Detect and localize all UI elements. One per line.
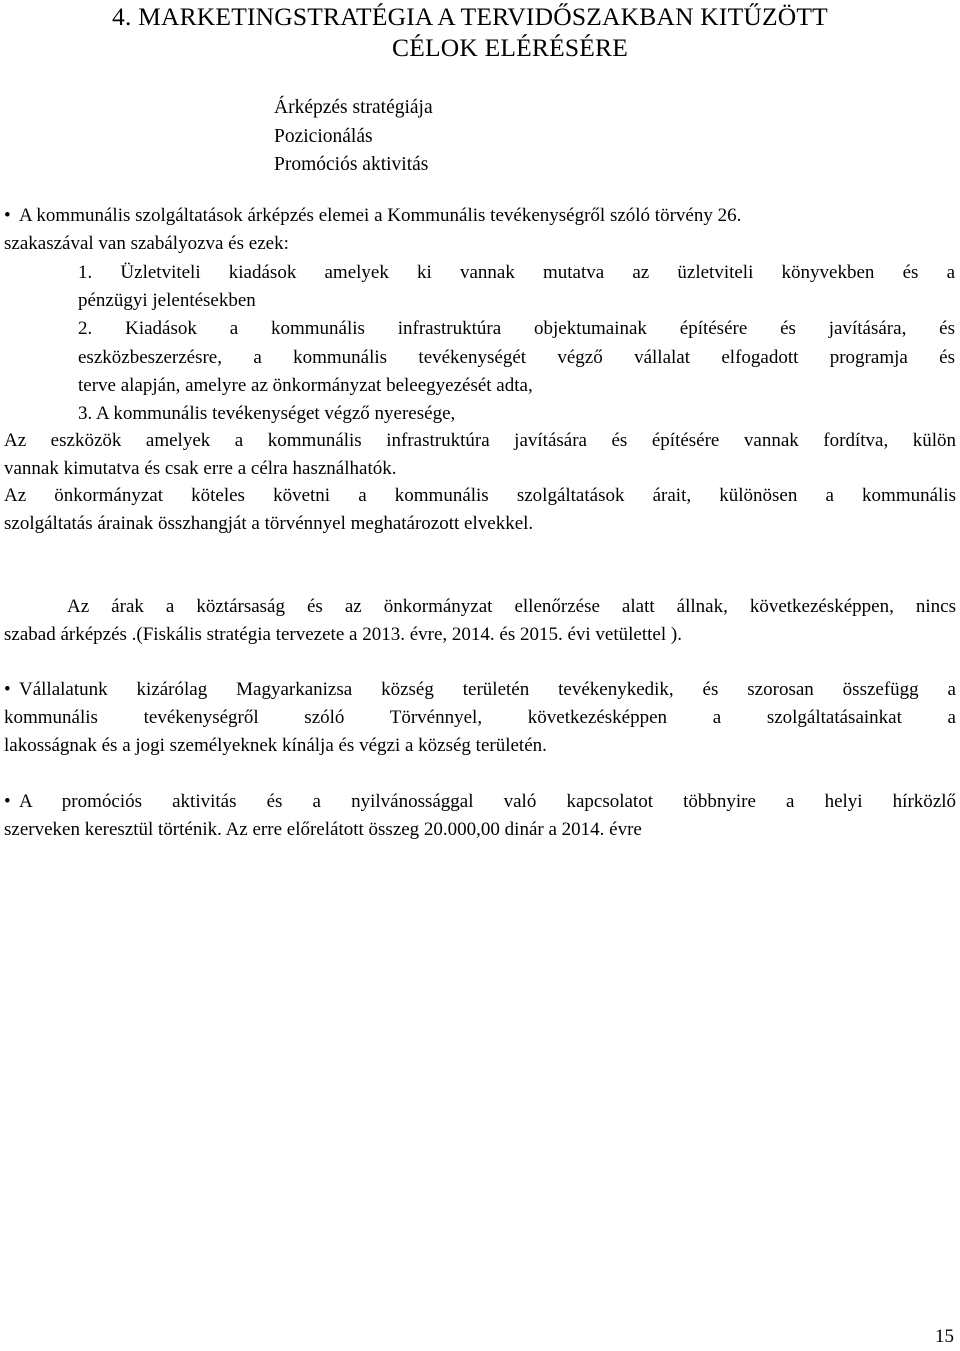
paragraph-line: szabad árképzés .(Fiskális stratégia tervezete a 2013. évre, 2014. és 2015. évi vetülettel ).	[4, 624, 682, 646]
paragraph-line: Az árak a köztársaság és az önkormányzat ellenőrzése alatt állnak, következésképpen, nincs	[67, 596, 956, 617]
bullet-paragraph-promotion	[4, 788, 956, 844]
page-number: 15	[935, 1326, 954, 1347]
bullet-paragraph-company	[4, 676, 956, 761]
paragraph-text: A kommunális szolgáltatások árképzés elemei a Kommunális tevékenységről szóló törvény 26.	[19, 205, 742, 226]
list-item-2-line: terve alapján, amelyre az önkormányzat beleegyezését adta,	[78, 374, 533, 396]
paragraph-line: lakosságnak és a jogi személyeknek kínálja és végzi a község területén.	[4, 735, 547, 757]
topic-item: Árképzés stratégiája	[274, 97, 433, 118]
topic-list	[274, 94, 433, 180]
paragraph-text: szakaszával van szabályozva és ezek:	[4, 233, 289, 255]
bullet-icon: •	[4, 791, 11, 812]
heading-line-2: CÉLOK ELÉRÉSÉRE	[392, 33, 629, 62]
paragraph-line: kommunális tevékenységről szóló Törvénnyel, következésképpen a szolgáltatásainkat a	[4, 707, 956, 729]
bullet-paragraph-pricing	[4, 202, 956, 258]
paragraph-line: Az eszközök amelyek a kommunális infrastruktúra javítására és építésére vannak fordítva, külön	[4, 430, 956, 451]
paragraph-line: vannak kimutatva és csak erre a célra használhatók.	[4, 458, 397, 480]
list-item-1-line: pénzügyi jelentésekben	[78, 290, 256, 312]
paragraph-municipality	[4, 482, 956, 538]
topic-item: Promóciós aktivitás	[274, 154, 429, 175]
bullet-icon: •	[4, 679, 11, 700]
paragraph-assets	[4, 427, 956, 483]
paragraph-prices	[4, 593, 956, 649]
bullet-icon: •	[4, 205, 11, 226]
numbered-list	[78, 259, 955, 428]
list-item-3: 3. A kommunális tevékenységet végző nyeresége,	[78, 403, 456, 425]
topic-item: Pozicionálás	[274, 125, 373, 147]
heading-line-1: 4. MARKETINGSTRATÉGIA A TERVIDŐSZAKBAN KITŰZÖTT	[112, 2, 828, 31]
paragraph-text: Vállalatunk kizárólag Magyarkanizsa község területén tevékenykedik, és szorosan összefügg a	[19, 679, 956, 700]
bullet-line	[4, 202, 956, 230]
paragraph-text: A promóciós aktivitás és a nyilvánossággal való kapcsolatot többnyire a helyi hírközlő	[19, 791, 956, 812]
paragraph-line: szolgáltatás árainak összhangját a törvénnyel meghatározott elvekkel.	[4, 513, 534, 535]
bullet-line	[4, 676, 956, 704]
bullet-line	[4, 788, 956, 816]
list-item-2-line: 2. Kiadások a kommunális infrastruktúra objektumainak építésére és javítására, és	[78, 318, 955, 340]
list-item-2-line: eszközbeszerzésre, a kommunális tevékenységét végző vállalat elfogadott programja és	[78, 346, 955, 368]
paragraph-line: szerveken keresztül történik. Az erre előrelátott összeg 20.000,00 dinár a 2014. évre	[4, 819, 642, 841]
list-item-1-line: 1. Üzletviteli kiadások amelyek ki vannak mutatva az üzletviteli könyvekben és a	[78, 262, 955, 283]
paragraph-line: Az önkormányzat köteles követni a kommunális szolgáltatások árait, különösen a kommunális	[4, 485, 956, 506]
